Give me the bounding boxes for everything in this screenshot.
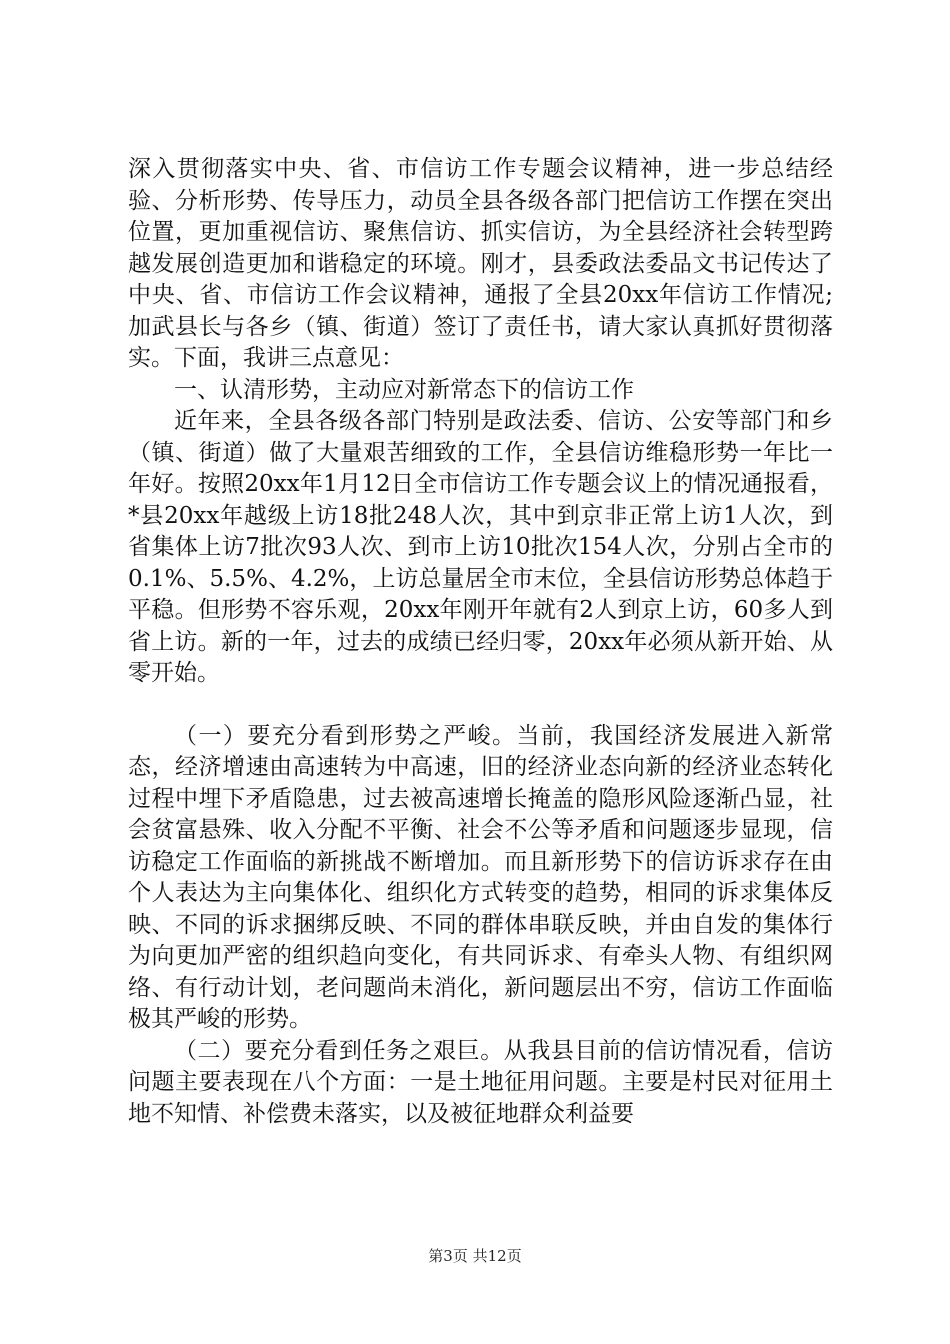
section-heading-1: 一、认清形势，主动应对新常态下的信访工作 bbox=[174, 376, 634, 403]
paragraph-spacer bbox=[128, 690, 833, 721]
paragraph-situation-severity: （一）要充分看到形势之严峻。当前，我国经济发展进入新常态，经济增速由高速转为中高速，旧的经济业态向新的经济业态转化过程中埋下矛盾隐患，过去被高速增长掩盖的隐形风险逐渐凸显，社会贫富悬殊、收入分配不平衡、社会不公等矛盾和问题逐步显现，信访稳定工作面临的新挑战不断增加。而且新形势下的信访诉求存在由个人表达为主向集体化、组织化方式转变的趋势，相同的诉求集体反映、不同的诉求捆绑反映、不同的群体串联反映，并由自发的集体行为向更加严密的组织趋向变化，有共同诉求、有牵头人物、有组织网络、有行动计划，老问题尚未消化，新问题层出不穷，信访工作面临极其严峻的形势。 bbox=[128, 722, 833, 1032]
paragraph-recent-years: 近年来，全县各级各部门特别是政法委、信访、公安等部门和乡（镇、街道）做了大量艰苦细致的工作，全县信访维稳形势一年比一年好。按照20xx年1月12日全市信访工作专题会议上的情况通报看，*县20xx年越级上访18批248人次，其中到京非正常上访1人次，到省集体上访7批次93人次、到市上访10批次154人次，分别占全市的0.1%、5.5%、4.2%，上访总量居全市末位，全县信访形势总体趋于平稳。但形势不容乐观，20xx年刚开年就有2人到京上访，60多人到省上访。新的一年，过去的成绩已经归零，20xx年必须从新开始、从零开始。 bbox=[128, 408, 833, 686]
page-number-footer: 第3页 共12页 bbox=[428, 1247, 522, 1265]
paragraph-task-difficulty: （二）要充分看到任务之艰巨。从我县目前的信访情况看，信访问题主要表现在八个方面：一是土地征用问题。主要是村民对征用土地不知情、补偿费未落实，以及被征地群众利益要 bbox=[128, 1037, 833, 1127]
paragraph-intro: 深入贯彻落实中央、省、市信访工作专题会议精神，进一步总结经验、分析形势、传导压力，动员全县各级各部门把信访工作摆在突出位置，更加重视信访、聚焦信访、抓实信访，为全县经济社会转型跨越发展创造更加和谐稳定的环境。刚才，县委政法委品文书记传达了中央、省、市信访工作会议精神，通报了全县20xx年信访工作情况;加武县长与各乡（镇、街道）签订了责任书，请大家认真抓好贯彻落实。下面，我讲三点意见： bbox=[128, 156, 833, 371]
document-body bbox=[128, 154, 833, 1130]
